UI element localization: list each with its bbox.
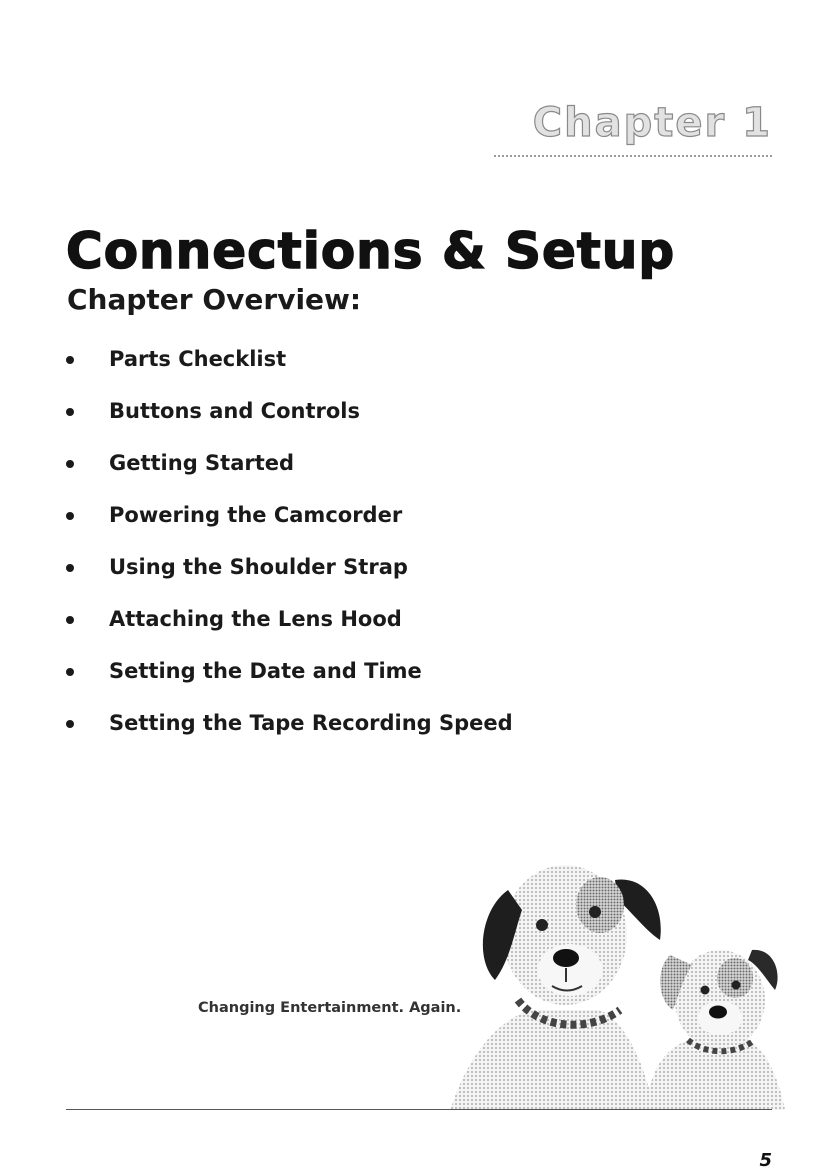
section-subtitle: Chapter Overview: bbox=[67, 283, 362, 316]
list-item-text: Setting the Date and Time bbox=[109, 659, 422, 683]
list-item-text: Parts Checklist bbox=[109, 347, 287, 371]
chapter-divider bbox=[494, 155, 772, 157]
brand-tagline: Changing Entertainment. Again. bbox=[198, 1000, 462, 1016]
bullet-icon bbox=[66, 356, 74, 364]
list-item-text: Setting the Tape Recording Speed bbox=[109, 711, 513, 735]
bullet-icon bbox=[66, 460, 74, 468]
bullet-icon bbox=[66, 668, 74, 676]
page-number: 5 bbox=[759, 1150, 772, 1171]
list-item-text: Attaching the Lens Hood bbox=[109, 607, 402, 631]
bullet-icon bbox=[66, 408, 74, 416]
page-title: Connections & Setup bbox=[66, 222, 676, 280]
list-item-text: Powering the Camcorder bbox=[109, 503, 403, 527]
bullet-icon bbox=[66, 512, 74, 520]
list-item-text: Buttons and Controls bbox=[109, 399, 360, 423]
bullet-icon bbox=[66, 720, 74, 728]
chapter-label: Chapter 1 bbox=[532, 100, 772, 146]
footer-divider bbox=[66, 1109, 772, 1110]
list-item-text: Getting Started bbox=[109, 451, 295, 475]
bullet-icon bbox=[66, 616, 74, 624]
bullet-icon bbox=[66, 564, 74, 572]
dogs-illustration bbox=[430, 850, 790, 1110]
list-item-text: Using the Shoulder Strap bbox=[109, 555, 408, 579]
